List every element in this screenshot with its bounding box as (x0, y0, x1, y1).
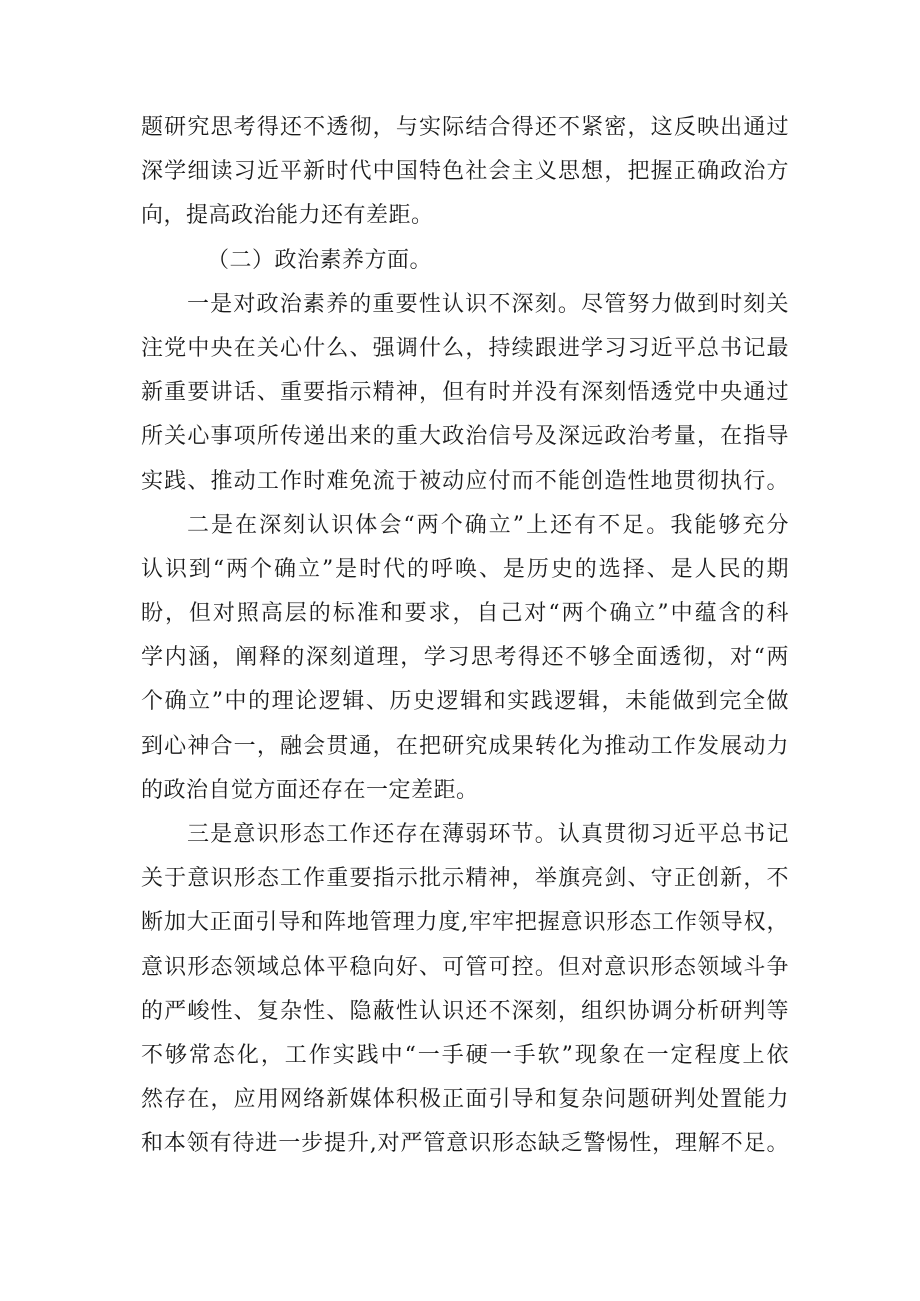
text-line: 一是对政治素养的重要性认识不深刻。尽管努力做到时刻关 (187, 291, 789, 317)
text-line: 意识形态领域总体平稳向好、可管可控。但对意识形态领域斗争 (141, 954, 789, 980)
text-line: 和本领有待进一步提升,对严管意识形态缺乏警惕性，理解不足。 (141, 1131, 789, 1157)
text-line: 实践、推动工作时难免流于被动应付而不能创造性地贯彻执行。 (141, 468, 789, 494)
text-line: 关于意识形态工作重要指示批示精神，举旗亮剑、守正创新，不 (141, 866, 789, 892)
text-line: 个确立”中的理论逻辑、历史逻辑和实践逻辑，未能做到完全做 (141, 689, 789, 715)
text-line: 三是意识形态工作还存在薄弱环节。认真贯彻习近平总书记 (187, 822, 789, 847)
text-line: 到心神合一，融会贯通，在把研究成果转化为推动工作发展动力 (141, 733, 789, 759)
text-line: 的严峻性、复杂性、隐蔽性认识还不深刻，组织协调分析研判等 (141, 998, 789, 1024)
text-line: 向，提高政治能力还有差距。 (141, 203, 434, 229)
heading-line: （二）政治素养方面。 (207, 247, 433, 273)
text-line: 新重要讲话、重要指示精神，但有时并没有深刻悟透党中央通过 (141, 380, 789, 406)
text-line: 深学细读习近平新时代中国特色社会主义思想，把握正确政治方 (141, 159, 789, 185)
text-line: 断加大正面引导和阵地管理力度,牢牢把握意识形态工作领导权， (141, 910, 789, 936)
text-line: 注党中央在关心什么、强调什么，持续跟进学习习近平总书记最 (141, 335, 789, 361)
text-line: 然存在，应用网络新媒体积极正面引导和复杂问题研判处置能力 (141, 1087, 789, 1113)
text-line: 不够常态化，工作实践中“一手硬一手软”现象在一定程度上依 (141, 1042, 789, 1068)
text-line: 认识到“两个确立”是时代的呼唤、是历史的选择、是人民的期 (141, 556, 789, 582)
text-line: 的政治自觉方面还存在一定差距。 (141, 777, 479, 803)
paragraph-two-establishments (141, 504, 789, 813)
text-line: 盼，但对照高层的标准和要求，自己对“两个确立”中蕴含的科 (141, 601, 789, 627)
paragraph-ideology-work (141, 813, 789, 1167)
paragraph-political-literacy (141, 283, 789, 504)
section-heading (141, 239, 789, 283)
text-line: 二是在深刻认识体会“两个确立”上还有不足。我能够充分 (187, 512, 789, 538)
paragraph-continuation (141, 106, 789, 239)
text-line: 题研究思考得还不透彻，与实际结合得还不紧密，这反映出通过 (141, 115, 789, 140)
text-line: 所关心事项所传递出来的重大政治信号及深远政治考量，在指导 (141, 424, 789, 450)
text-line: 学内涵，阐释的深刻道理，学习思考得还不够全面透彻，对“两 (141, 645, 789, 671)
document-body (141, 106, 789, 1167)
